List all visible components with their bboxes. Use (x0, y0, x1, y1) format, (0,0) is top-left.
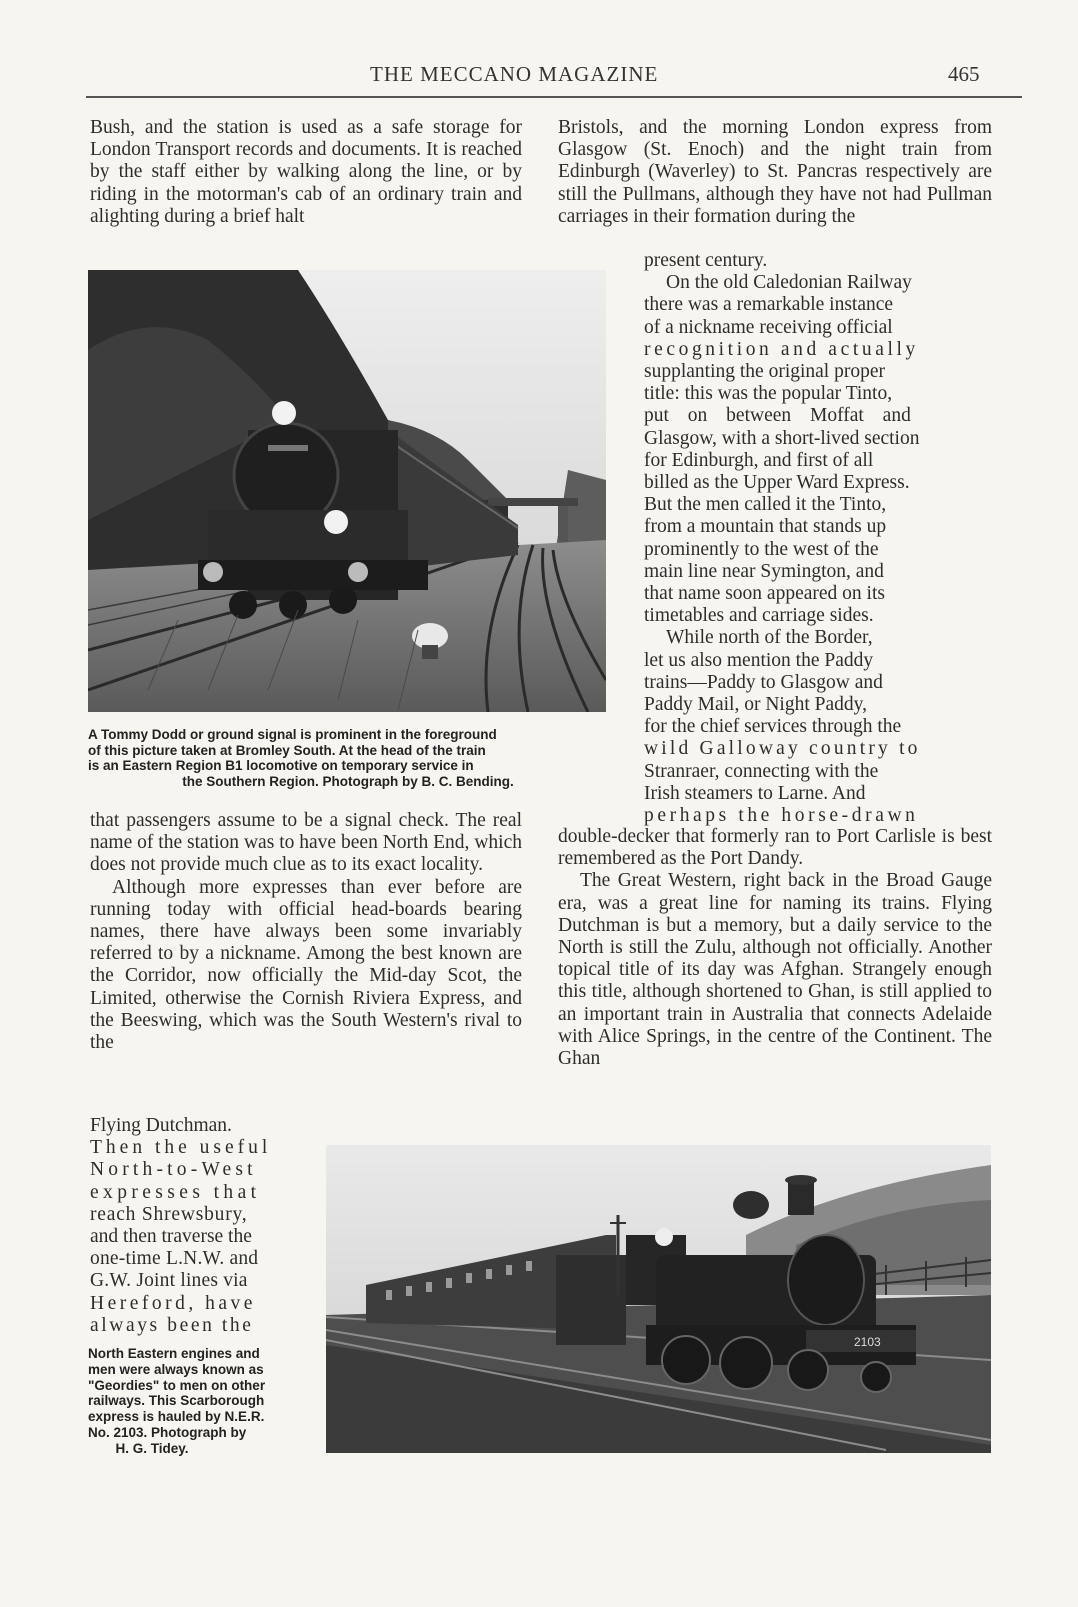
figure1-caption-line: is an Eastern Region B1 locomotive on temporary service in (88, 758, 474, 773)
svg-text:2103: 2103 (854, 1335, 881, 1349)
right-column-top-text (558, 117, 992, 228)
right-column-narrow-text (644, 250, 992, 827)
ner-train-illustration (326, 1145, 991, 1453)
figure2-caption-line: North Eastern engines and (88, 1346, 260, 1361)
right-narrow-line: perhaps the horse-drawn (644, 805, 919, 827)
right-narrow-line: On the old Caledonian Railway (666, 272, 912, 294)
right-narrow-line: Paddy Mail, or Night Paddy, (644, 694, 867, 716)
figure2-caption-line: No. 2103. Photograph by (88, 1424, 247, 1440)
figure2-caption (88, 1346, 318, 1457)
left-bottom-line: one-time L.N.W. and (90, 1248, 259, 1270)
left-bottom-line: Flying Dutchman. (90, 1115, 232, 1136)
ner-express-photo (326, 1145, 991, 1453)
right-narrow-line: trains—Paddy to Glasgow and (644, 671, 883, 693)
right-narrow-line: Stranraer, connecting with the (644, 760, 879, 782)
header-rule (86, 96, 1022, 98)
right-narrow-line: of a nickname receiving official (644, 316, 893, 338)
right-narrow-line: main line near Symington, and (644, 560, 884, 582)
left-middle-paragraph-2: Although more expresses than ever before are running today with official head-boards bearing names, there have always been some invariably referred to by a nickname. Among the best known are the Corridor, now officially the Mid-day Scot, the Limited, otherwise the Cornish Riviera Express, and the Beeswing, which was the South Western's rival to the (90, 876, 522, 1054)
right-narrow-line: for Edinburgh, and first of all (644, 449, 874, 471)
right-narrow-line: from a mountain that stands up (644, 516, 887, 538)
figure2-caption-line: men were always known as (88, 1361, 264, 1377)
left-column-bottom-text (90, 1115, 306, 1337)
right-narrow-line: timetables and carriage sides. (644, 605, 874, 627)
right-bottom-paragraph-1: double-decker that formerly ran to Port Carlisle is best remembered as the Port Dandy. (558, 826, 992, 870)
right-top-paragraph: Bristols, and the morning London express from Glasgow (St. Enoch) and the night train from Edinburgh (Waverley) to St. Pancras respectively are still the Pullmans, although they have not had Pullman carriages in their formation during the (558, 117, 992, 227)
left-bottom-line: Hereford, have (90, 1292, 256, 1314)
left-bottom-line: Then the useful (90, 1137, 272, 1159)
right-narrow-line: But the men called it the Tinto, (644, 494, 887, 516)
left-column-middle-text (90, 810, 522, 1054)
page-number: 465 (948, 62, 980, 86)
right-narrow-line: that name soon appeared on its (644, 583, 885, 605)
figure1-caption-line: of this picture taken at Bromley South. At the head of the train (88, 742, 486, 758)
right-narrow-line: wild Galloway country to (644, 738, 921, 760)
bromley-south-photo (88, 270, 606, 712)
figure2-caption-line: "Geordies" to men on other (88, 1377, 266, 1393)
left-bottom-line: North-to-West (90, 1159, 257, 1181)
right-narrow-line: prominently to the west of the (644, 538, 879, 560)
right-narrow-line: billed as the Upper Ward Express. (644, 472, 910, 494)
train-photo-illustration (88, 270, 606, 712)
figure2-caption-line: express is hauled by N.E.R. (88, 1409, 265, 1425)
figure2-caption-line: railways. This Scarborough (88, 1393, 265, 1409)
right-narrow-line: present century. (644, 250, 768, 271)
right-narrow-line: let us also mention the Paddy (644, 649, 874, 671)
left-column-top-text (90, 117, 522, 228)
figure1-caption (88, 727, 608, 789)
right-narrow-line: While north of the Border, (666, 627, 873, 649)
right-bottom-paragraph-2: The Great Western, right back in the Broad Gauge era, was a great line for naming its trains. Flying Dutchman is but a memory, but a daily service to the North is still the Zulu, although not officially. Another topical title of its day was Afghan. Strangely enough this title, although shortened to Ghan, is still applied to an important train in Australia that connects Adelaide with Alice Springs, in the centre of the Continent. The Ghan (558, 870, 992, 1070)
right-narrow-line: recognition and actually (644, 338, 919, 360)
right-narrow-line: Irish steamers to Larne. And (644, 782, 866, 804)
magazine-title: THE MECCANO MAGAZINE (370, 62, 659, 86)
figure2-caption-line: H. G. Tidey. (115, 1440, 189, 1456)
right-narrow-line: title: this was the popular Tinto, (644, 383, 893, 405)
right-narrow-line: supplanting the original proper (644, 361, 885, 383)
left-bottom-line: expresses that (90, 1181, 261, 1203)
left-bottom-line: and then traverse the (90, 1226, 252, 1248)
figure1-caption-line: the Southern Region. Photograph by B. C. Bending. (182, 773, 514, 789)
left-bottom-line: reach Shrewsbury, (90, 1203, 248, 1225)
figure1-caption-line: A Tommy Dodd or ground signal is prominent in the foreground (88, 727, 497, 742)
left-top-paragraph: Bush, and the station is used as a safe storage for London Transport records and documents. It is reached by the staff either by walking along the line, or by riding in the motorman's cab of an ordinary train and alighting during a brief halt (90, 117, 522, 227)
right-narrow-line: for the chief services through the (644, 716, 902, 738)
left-bottom-line: always been the (90, 1314, 254, 1336)
right-column-bottom-text (558, 826, 992, 1070)
right-narrow-line: Glasgow, with a short-lived section (644, 427, 920, 449)
right-narrow-line: put on between Moffat and (644, 405, 911, 427)
right-narrow-line: there was a remarkable instance (644, 294, 894, 316)
left-middle-paragraph-1: that passengers assume to be a signal check. The real name of the station was to have been North End, which does not provide much clue as to its exact locality. (90, 810, 522, 876)
left-bottom-line: G.W. Joint lines via (90, 1270, 248, 1292)
